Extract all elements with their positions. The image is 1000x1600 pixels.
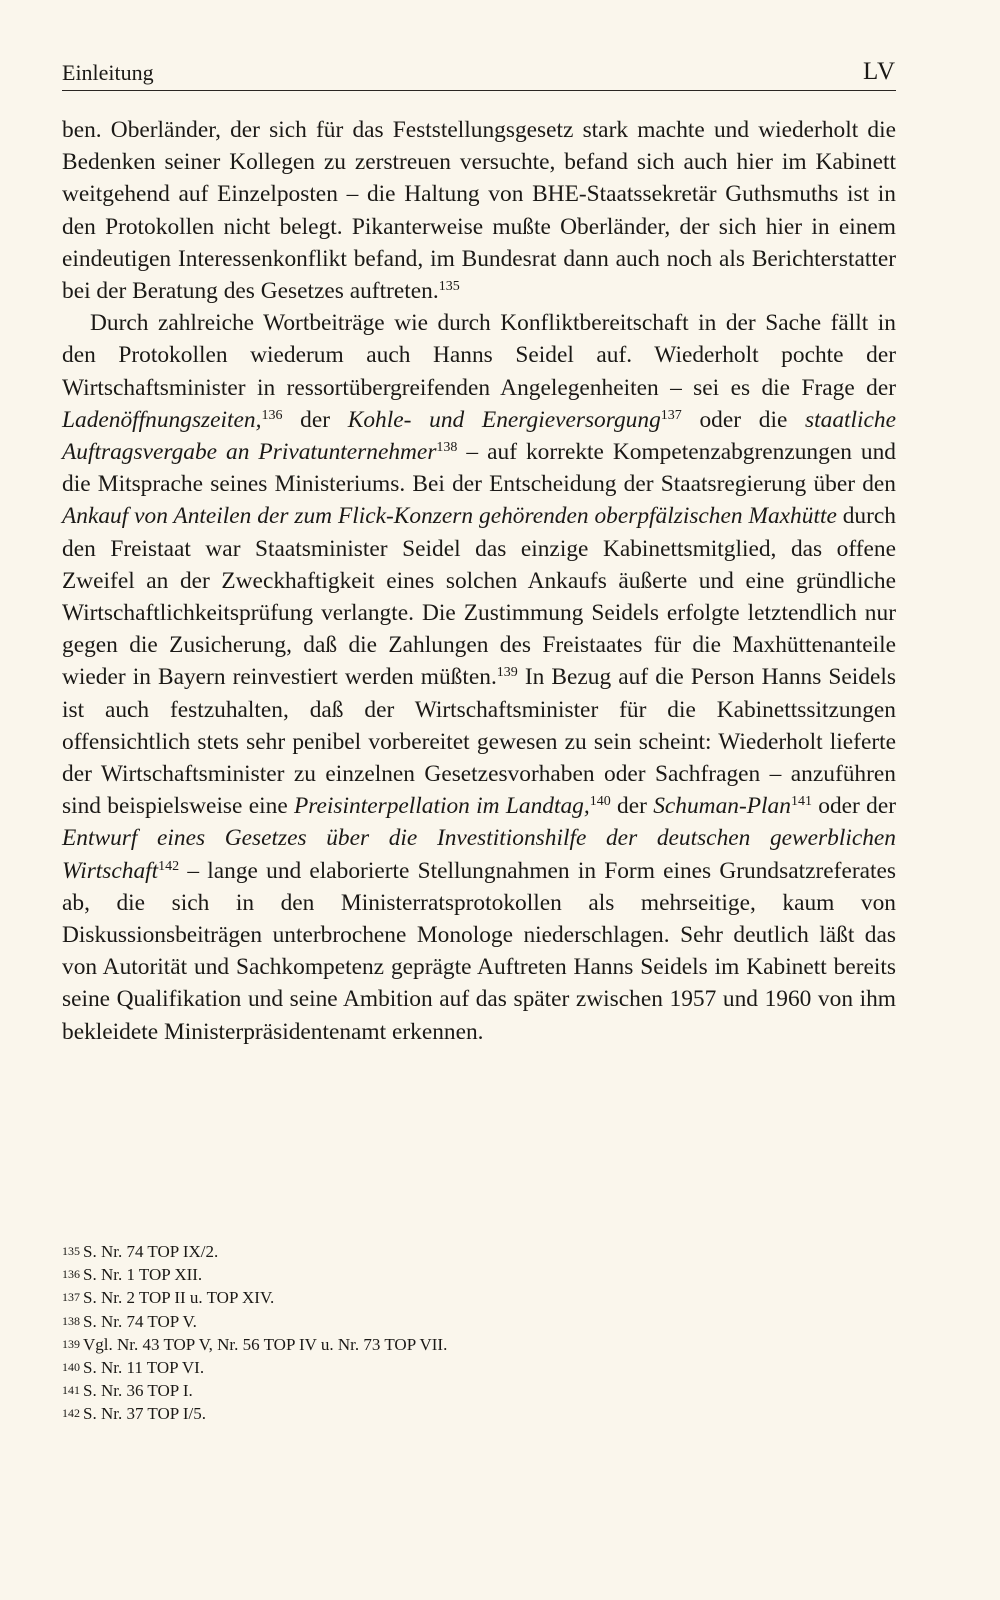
- footnote-ref-139[interactable]: 139: [496, 665, 518, 681]
- text-run: oder die: [681, 406, 806, 433]
- text-run: – auf korrekte Kompetenzabgrenzungen und die Mitsprache seines Ministeriums. Bei der Entscheidung der Staatsregierung über den: [62, 439, 896, 498]
- text-run: durch den Freistaat war Staatsminister Seidel das einzige Kabinettsmitglied, das offene Zweifel an der Zweckhaftigkeit eines solchen Ankaufs äußerte und eine gründliche Wirtschaftlichkeitsprüfung verlangte. Die Zustimmung Seidels erfolgte letztendlich nur gegen die Zusicherung, daß die Zahlungen des Freistaates für die Maxhüttenanteile wieder in Bayern reinvestiert werden müßten.: [62, 503, 896, 691]
- footnote-text: S. Nr. 74 TOP IX/2.: [83, 1242, 219, 1261]
- footnote-number: 142: [62, 1406, 80, 1421]
- paragraph-1-text: ben. Oberländer, der sich für das Feststellungsgesetz stark machte und wiederholt die Bedenken seiner Kollegen zu zerstreuen versuchte, befand sich auch hier im Kabinett weitgehend auf Einzelposten – die Haltung von BHE-Staatssekretär Guthsmuths ist in den Protokollen nicht belegt. Pikanterweise mußte Oberländer, der sich hier in einem eindeutigen Interessenkonflikt befand, im Bundesrat dann auch noch als Berichterstatter bei der Beratung des Gesetzes auftreten.: [62, 117, 896, 305]
- text-run: In Bezug auf die Person Hanns Seidels ist auch festzuhalten, daß der Wirtschaftsminister für die Kabinettssitzungen offensichtlich stets sehr penibel vorbereitet gewesen zu sein scheint: Wiederholt lieferte der Wirtschaftsminister zu einzelnen Gesetzesvorhaben oder Sachfragen – anzuführen sind beispielsweise eine: [62, 664, 896, 820]
- italic-term: Schuman-Plan: [653, 793, 791, 820]
- footnote-ref-142[interactable]: 142: [158, 858, 180, 874]
- footnote-text: S. Nr. 74 TOP V.: [83, 1311, 197, 1331]
- footnote-text: Vgl. Nr. 43 TOP V, Nr. 56 TOP IV u. Nr. 73 TOP VII.: [83, 1334, 448, 1354]
- footnote-137: [62, 1286, 896, 1309]
- footnotes: [62, 1240, 896, 1426]
- paragraph-2: [62, 307, 896, 1048]
- italic-term: Preisinterpellation im Landtag,: [294, 793, 590, 820]
- text-run: der: [282, 406, 348, 433]
- footnote-number: 138: [62, 1313, 80, 1328]
- italic-term: Entwurf eines Gesetzes über die Investitionshilfe der deutschen gewerblichen Wirtschaft: [62, 825, 896, 884]
- footnote-number: 139: [62, 1336, 80, 1351]
- footnote-ref-135[interactable]: 135: [438, 279, 460, 295]
- italic-term: Ladenöffnungszeiten,: [62, 406, 262, 433]
- text-run: oder der: [811, 793, 896, 820]
- text-run: – lange und elaborierte Stellungnahmen in Form eines Grundsatzreferates ab, die sich in den Ministerratsprotokollen als mehrseitige, kaum von Diskussionsbeiträgen unterbrochene Monologe niederschlagen. Sehr deutlich läßt das von Autorität und Sachkompetenz geprägte Auftreten Hanns Seidels im Kabinett bereits seine Qualifikation und seine Ambition auf das später zwischen 1957 und 1960 von ihm bekleidete Ministerpräsidentenamt erkennen.: [62, 857, 896, 1045]
- footnote-number: 141: [62, 1383, 80, 1398]
- header-chapter-title: Einleitung: [62, 60, 154, 85]
- italic-term: staatliche Auftragsvergabe an Privatunternehmer: [62, 406, 896, 466]
- footnote-text: S. Nr. 1 TOP XII.: [83, 1265, 203, 1285]
- text-run: der: [610, 793, 654, 820]
- footnote-ref-137[interactable]: 137: [660, 407, 682, 423]
- body-text: [62, 114, 896, 1048]
- footnote-ref-138[interactable]: 138: [436, 440, 458, 456]
- paragraph-1: [62, 114, 896, 307]
- footnote-text: S. Nr. 11 TOP VI.: [83, 1358, 205, 1378]
- footnote-ref-136[interactable]: 136: [261, 407, 283, 423]
- footnote-139: [62, 1333, 896, 1356]
- footnote-136: [62, 1263, 896, 1286]
- footnote-141: [62, 1379, 896, 1402]
- running-header: [62, 52, 896, 91]
- footnote-text: S. Nr. 36 TOP I.: [83, 1381, 193, 1401]
- footnote-number: 135: [62, 1244, 80, 1258]
- footnote-number: 137: [62, 1290, 80, 1305]
- footnote-text: S. Nr. 2 TOP II u. TOP XIV.: [83, 1288, 275, 1308]
- footnote-138: [62, 1310, 896, 1333]
- footnote-ref-141[interactable]: 141: [790, 794, 812, 810]
- footnote-number: 140: [62, 1360, 80, 1375]
- footnote-142: [62, 1402, 896, 1425]
- footnote-135: [62, 1240, 896, 1263]
- header-page-number: LV: [862, 58, 896, 85]
- footnote-text: S. Nr. 37 TOP I/5.: [83, 1404, 206, 1424]
- footnote-number: 136: [62, 1267, 80, 1282]
- text-run: Durch zahlreiche Wortbeiträge wie durch Konfliktbereitschaft in der Sache fällt in den Protokollen wiederum auch Hanns Seidel auf. Wiederholt pochte der Wirtschaftsminister in ressortübergreifenden Angelegenheiten – sei es die Frage der: [62, 310, 896, 401]
- footnote-140: [62, 1356, 896, 1379]
- footnote-ref-140[interactable]: 140: [589, 794, 611, 810]
- italic-term: Ankauf von Anteilen der zum Flick-Konzern gehörenden oberpfälzischen Maxhütte: [62, 503, 837, 530]
- italic-term: Kohle- und Energieversorgung: [347, 406, 661, 433]
